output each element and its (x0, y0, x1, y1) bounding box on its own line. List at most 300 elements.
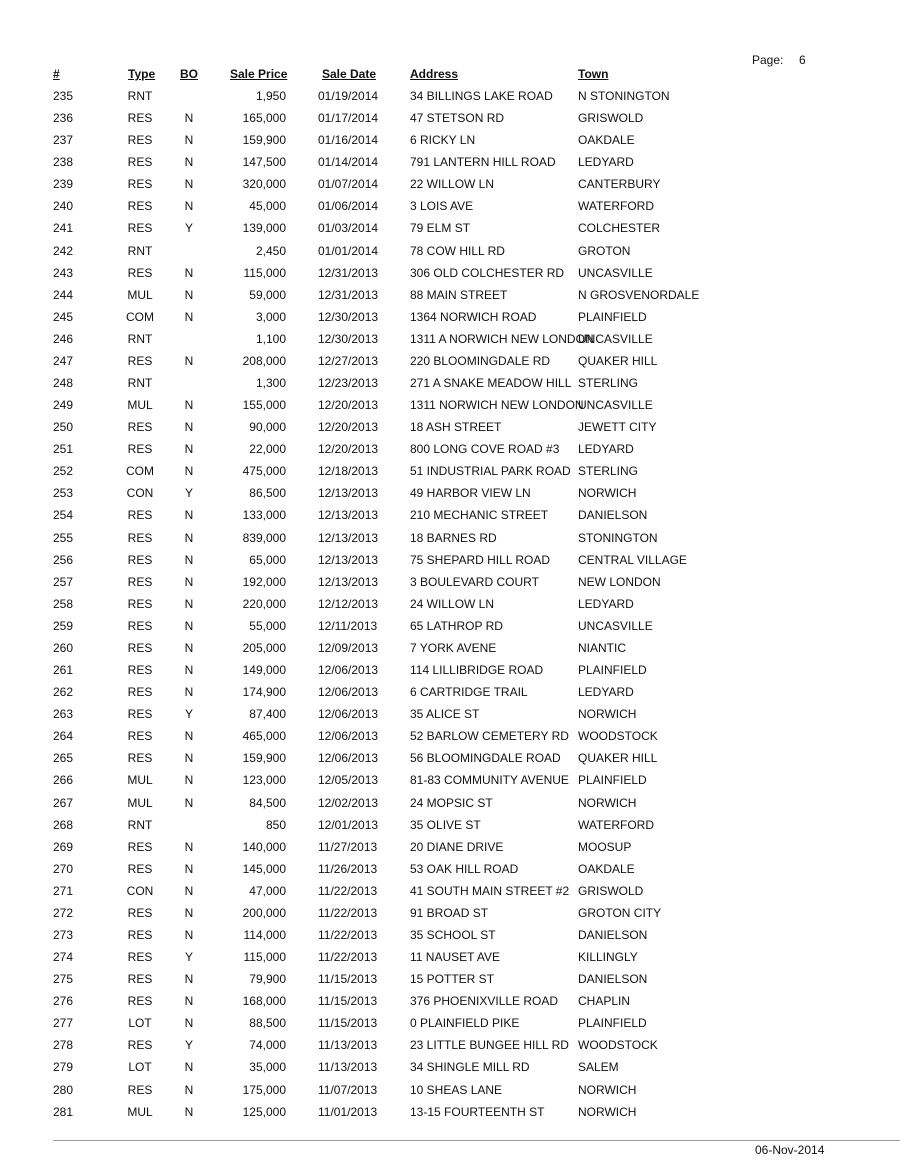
cell-address: 75 SHEPARD HILL ROAD (410, 552, 551, 567)
cell-bo: N (184, 155, 194, 170)
column-header-sale-price: Sale Price (230, 67, 288, 81)
cell-sale-price: 115,000 (243, 265, 286, 280)
cell-type: RES (127, 530, 153, 545)
cell-town: PLAINFIELD (578, 1016, 647, 1031)
cell-number: 241 (53, 221, 74, 236)
cell-sale-date: 12/20/2013 (318, 398, 379, 413)
cell-number: 268 (53, 817, 74, 832)
cell-address: 53 OAK HILL ROAD (410, 861, 519, 876)
cell-bo: Y (184, 1038, 193, 1053)
table-row (0, 262, 900, 284)
cell-address: 220 BLOOMINGDALE RD (410, 353, 551, 368)
cell-sale-date: 11/07/2013 (318, 1082, 378, 1097)
cell-address: 376 PHOENIXVILLE ROAD (410, 994, 559, 1009)
cell-sale-price: 165,000 (242, 111, 286, 126)
cell-sale-date: 11/01/2013 (318, 1104, 378, 1119)
cell-sale-date: 11/22/2013 (318, 905, 378, 920)
cell-town: N GROSVENORDALE (578, 287, 700, 302)
table-row (0, 482, 900, 504)
table-row (0, 571, 900, 593)
cell-number: 261 (53, 663, 74, 678)
cell-sale-date: 12/20/2013 (318, 420, 379, 435)
cell-sale-date: 12/13/2013 (318, 530, 379, 545)
cell-bo: N (184, 972, 194, 987)
column-header-bo: BO (180, 67, 198, 81)
cell-address: 15 POTTER ST (410, 972, 495, 987)
cell-bo: N (184, 861, 194, 876)
table-row (0, 460, 900, 482)
cell-town: MOOSUP (578, 839, 632, 854)
cell-sale-price: 145,000 (242, 861, 286, 876)
table-row (0, 549, 900, 571)
cell-sale-date: 12/13/2013 (318, 508, 379, 523)
table-row (0, 858, 900, 880)
cell-sale-date: 11/13/2013 (318, 1038, 378, 1053)
cell-bo: N (184, 640, 194, 655)
cell-number: 275 (53, 972, 74, 987)
cell-town: OAKDALE (578, 861, 635, 876)
cell-sale-date: 01/17/2014 (318, 111, 379, 126)
table-row (0, 814, 900, 836)
table-row (0, 504, 900, 526)
column-header-number: # (53, 67, 60, 81)
cell-number: 273 (53, 927, 74, 942)
cell-town: DANIELSON (578, 508, 648, 523)
cell-sale-price: 140,000 (242, 839, 286, 854)
cell-town: STERLING (578, 376, 639, 391)
cell-sale-price: 133,000 (242, 508, 286, 523)
table-row (0, 946, 900, 968)
cell-number: 236 (53, 111, 74, 126)
cell-sale-price: 465,000 (242, 729, 286, 744)
table-row (0, 328, 900, 350)
cell-address: 210 MECHANIC STREET (410, 508, 549, 523)
cell-type: RES (127, 1082, 153, 1097)
cell-number: 280 (53, 1082, 74, 1097)
table-row (0, 1056, 900, 1078)
cell-address: 34 SHINGLE MILL RD (410, 1060, 530, 1075)
cell-address: 3 LOIS AVE (410, 199, 474, 214)
cell-type: MUL (127, 795, 153, 810)
cell-sale-date: 12/13/2013 (318, 552, 379, 567)
cell-town: QUAKER HILL (578, 353, 658, 368)
cell-number: 255 (53, 530, 74, 545)
cell-sale-price: 86,500 (249, 486, 286, 501)
cell-sale-price: 123,000 (242, 773, 286, 788)
cell-type: LOT (128, 1016, 152, 1031)
footer-date: 06-Nov-2014 (755, 1143, 825, 1157)
cell-town: WATERFORD (578, 199, 654, 214)
cell-bo: Y (184, 950, 193, 965)
column-header-type: Type (128, 67, 156, 81)
cell-sale-price: 79,900 (249, 972, 286, 987)
table-row (0, 990, 900, 1012)
cell-type: RES (127, 199, 153, 214)
cell-town: WATERFORD (578, 817, 654, 832)
cell-type: RES (127, 839, 153, 854)
table-row (0, 151, 900, 173)
cell-address: 800 LONG COVE ROAD #3 (410, 442, 560, 457)
cell-number: 238 (53, 155, 74, 170)
table-row (0, 394, 900, 416)
table-row (0, 306, 900, 328)
cell-address: 0 PLAINFIELD PIKE (410, 1016, 520, 1031)
table-row (0, 217, 900, 239)
cell-number: 265 (53, 751, 74, 766)
cell-sale-date: 11/26/2013 (318, 861, 378, 876)
table-row (0, 284, 900, 306)
cell-sale-price: 74,000 (249, 1038, 286, 1053)
cell-address: 52 BARLOW CEMETERY RD (410, 729, 569, 744)
cell-sale-price: 22,000 (249, 442, 286, 457)
cell-town: NORWICH (578, 1082, 637, 1097)
cell-bo: N (184, 574, 194, 589)
cell-type: RNT (127, 243, 153, 258)
cell-number: 263 (53, 707, 74, 722)
cell-sale-price: 149,000 (242, 663, 286, 678)
cell-address: 1364 NORWICH ROAD (410, 309, 537, 324)
cell-town: KILLINGLY (578, 950, 638, 965)
cell-address: 24 MOPSIC ST (410, 795, 493, 810)
cell-type: MUL (127, 1104, 153, 1119)
cell-town: JEWETT CITY (578, 420, 657, 435)
cell-type: CON (126, 486, 154, 501)
cell-town: GROTON CITY (578, 905, 662, 920)
cell-sale-date: 12/13/2013 (318, 486, 379, 501)
cell-address: 1311 A NORWICH NEW LONDON (410, 331, 594, 346)
cell-type: RNT (127, 817, 153, 832)
cell-town: WOODSTOCK (578, 729, 658, 744)
cell-type: MUL (127, 773, 153, 788)
cell-type: RNT (127, 331, 153, 346)
cell-bo: N (184, 530, 194, 545)
table-row (0, 1101, 900, 1123)
cell-sale-date: 11/15/2013 (318, 1016, 378, 1031)
cell-type: RES (127, 111, 153, 126)
cell-number: 258 (53, 596, 74, 611)
cell-sale-price: 192,000 (242, 574, 286, 589)
cell-number: 272 (53, 905, 74, 920)
cell-number: 276 (53, 994, 74, 1009)
cell-address: 91 BROAD ST (410, 905, 489, 920)
cell-sale-price: 88,500 (249, 1016, 286, 1031)
cell-town: GRISWOLD (578, 111, 644, 126)
cell-type: RES (127, 618, 153, 633)
cell-bo: N (184, 685, 194, 700)
table-row (0, 107, 900, 129)
cell-type: RES (127, 640, 153, 655)
cell-number: 253 (53, 486, 74, 501)
cell-town: QUAKER HILL (578, 751, 658, 766)
cell-sale-price: 55,000 (249, 618, 286, 633)
cell-town: PLAINFIELD (578, 773, 647, 788)
cell-bo: N (184, 177, 194, 192)
table-row (0, 615, 900, 637)
table-row (0, 637, 900, 659)
cell-sale-date: 12/05/2013 (318, 773, 379, 788)
cell-town: UNCASVILLE (578, 331, 653, 346)
table-row (0, 769, 900, 791)
cell-sale-price: 35,000 (249, 1060, 286, 1075)
cell-town: LEDYARD (578, 155, 634, 170)
cell-sale-price: 65,000 (249, 552, 286, 567)
cell-address: 13-15 FOURTEENTH ST (410, 1104, 545, 1119)
cell-bo: N (184, 839, 194, 854)
cell-sale-price: 139,000 (242, 221, 286, 236)
cell-address: 35 OLIVE ST (410, 817, 481, 832)
cell-sale-date: 12/01/2013 (318, 817, 379, 832)
cell-bo: N (184, 111, 194, 126)
cell-sale-price: 114,000 (243, 927, 286, 942)
cell-number: 245 (53, 309, 74, 324)
cell-number: 266 (53, 773, 74, 788)
footer-divider (53, 1140, 900, 1141)
cell-number: 269 (53, 839, 74, 854)
table-header (0, 67, 900, 83)
cell-type: RES (127, 927, 153, 942)
cell-type: RES (127, 508, 153, 523)
cell-sale-date: 12/31/2013 (318, 287, 379, 302)
cell-type: CON (126, 883, 154, 898)
cell-sale-price: 850 (265, 817, 286, 832)
page-label: Page: (752, 53, 784, 67)
cell-sale-date: 12/23/2013 (318, 376, 379, 391)
cell-sale-price: 47,000 (249, 883, 286, 898)
cell-sale-date: 12/13/2013 (318, 574, 379, 589)
cell-sale-date: 12/06/2013 (318, 685, 379, 700)
cell-type: RES (127, 707, 153, 722)
cell-sale-date: 12/12/2013 (318, 596, 379, 611)
cell-type: RES (127, 596, 153, 611)
cell-sale-date: 11/15/2013 (318, 994, 378, 1009)
cell-sale-date: 12/06/2013 (318, 729, 379, 744)
cell-sale-date: 12/30/2013 (318, 309, 379, 324)
table-row (0, 527, 900, 549)
cell-number: 260 (53, 640, 74, 655)
cell-town: GRISWOLD (578, 883, 644, 898)
cell-sale-price: 87,400 (249, 707, 286, 722)
table-row (0, 880, 900, 902)
cell-address: 10 SHEAS LANE (410, 1082, 503, 1097)
cell-number: 240 (53, 199, 74, 214)
cell-bo: N (184, 552, 194, 567)
cell-town: CENTRAL VILLAGE (578, 552, 687, 567)
cell-type: RES (127, 221, 153, 236)
cell-number: 249 (53, 398, 74, 413)
cell-address: 18 BARNES RD (410, 530, 497, 545)
cell-number: 281 (53, 1104, 74, 1119)
cell-address: 22 WILLOW LN (410, 177, 495, 192)
cell-type: RES (127, 155, 153, 170)
cell-number: 235 (53, 89, 74, 103)
cell-sale-price: 475,000 (242, 464, 286, 479)
cell-type: RES (127, 663, 153, 678)
cell-town: GROTON (578, 243, 631, 258)
table-row (0, 129, 900, 151)
cell-sale-date: 01/06/2014 (318, 199, 379, 214)
cell-number: 254 (53, 508, 74, 523)
cell-bo: N (184, 751, 194, 766)
cell-town: UNCASVILLE (578, 618, 653, 633)
table-row (0, 703, 900, 725)
cell-type: RES (127, 133, 153, 148)
cell-number: 242 (53, 243, 74, 258)
cell-type: RES (127, 574, 153, 589)
column-header-sale-date: Sale Date (322, 67, 377, 81)
cell-address: 20 DIANE DRIVE (410, 839, 504, 854)
table-row (0, 725, 900, 747)
cell-town: LEDYARD (578, 442, 634, 457)
cell-number: 244 (53, 287, 74, 302)
cell-type: RES (127, 950, 153, 965)
cell-town: CHAPLIN (578, 994, 631, 1009)
table-row (0, 593, 900, 615)
table-row (0, 195, 900, 217)
table-row (0, 416, 900, 438)
table-row (0, 350, 900, 372)
cell-sale-date: 12/06/2013 (318, 663, 379, 678)
cell-sale-price: 159,900 (242, 133, 286, 148)
cell-town: N STONINGTON (578, 89, 670, 103)
cell-sale-price: 1,300 (255, 376, 286, 391)
cell-number: 246 (53, 331, 74, 346)
table-row (0, 85, 900, 107)
cell-sale-price: 84,500 (249, 795, 286, 810)
cell-bo: Y (184, 707, 193, 722)
cell-number: 277 (53, 1016, 74, 1031)
table-row (0, 1079, 900, 1101)
cell-town: STONINGTON (578, 530, 658, 545)
cell-address: 35 ALICE ST (410, 707, 480, 722)
cell-sale-price: 200,000 (242, 905, 286, 920)
cell-type: RES (127, 177, 153, 192)
cell-sale-date: 01/19/2014 (318, 89, 379, 103)
cell-town: NORWICH (578, 795, 637, 810)
cell-bo: N (184, 1082, 194, 1097)
cell-type: LOT (128, 1060, 152, 1075)
cell-bo: N (184, 883, 194, 898)
cell-bo: N (184, 265, 194, 280)
cell-sale-price: 59,000 (249, 287, 286, 302)
cell-sale-date: 12/27/2013 (318, 353, 379, 368)
cell-type: RES (127, 729, 153, 744)
cell-sale-price: 1,950 (255, 89, 286, 103)
cell-bo: N (184, 508, 194, 523)
cell-address: 47 STETSON RD (410, 111, 505, 126)
cell-sale-date: 01/01/2014 (318, 243, 379, 258)
cell-bo: N (184, 398, 194, 413)
cell-address: 306 OLD COLCHESTER RD (410, 265, 565, 280)
cell-sale-price: 45,000 (249, 199, 286, 214)
cell-sale-date: 11/15/2013 (318, 972, 378, 987)
cell-number: 271 (53, 883, 74, 898)
cell-sale-price: 3,000 (255, 309, 286, 324)
cell-sale-price: 2,450 (255, 243, 286, 258)
cell-sale-price: 839,000 (242, 530, 286, 545)
cell-address: 56 BLOOMINGDALE ROAD (410, 751, 561, 766)
cell-sale-price: 205,000 (242, 640, 286, 655)
cell-sale-date: 11/13/2013 (318, 1060, 378, 1075)
cell-number: 243 (53, 265, 74, 280)
cell-type: RES (127, 972, 153, 987)
column-header-town: Town (578, 67, 609, 81)
cell-bo: N (184, 773, 194, 788)
cell-address: 11 NAUSET AVE (410, 950, 501, 965)
cell-sale-date: 12/11/2013 (318, 618, 378, 633)
cell-number: 279 (53, 1060, 74, 1075)
cell-type: RES (127, 861, 153, 876)
cell-sale-date: 12/31/2013 (318, 265, 379, 280)
cell-sale-price: 147,500 (242, 155, 286, 170)
cell-bo: N (184, 353, 194, 368)
cell-bo: Y (184, 221, 193, 236)
cell-type: RES (127, 265, 153, 280)
cell-sale-price: 125,000 (242, 1104, 286, 1119)
cell-address: 6 RICKY LN (410, 133, 476, 148)
cell-address: 3 BOULEVARD COURT (410, 574, 539, 589)
cell-town: NIANTIC (578, 640, 626, 655)
cell-address: 1311 NORWICH NEW LONDON (410, 398, 584, 413)
cell-town: LEDYARD (578, 596, 634, 611)
cell-address: 65 LATHROP RD (410, 618, 503, 633)
cell-address: 791 LANTERN HILL ROAD (410, 155, 556, 170)
cell-address: 35 SCHOOL ST (410, 927, 496, 942)
cell-number: 274 (53, 950, 74, 965)
cell-town: NORWICH (578, 486, 637, 501)
cell-address: 114 LILLIBRIDGE ROAD (410, 663, 544, 678)
table-row (0, 1012, 900, 1034)
cell-sale-date: 01/03/2014 (318, 221, 379, 236)
column-header-address: Address (410, 67, 459, 81)
cell-number: 259 (53, 618, 74, 633)
cell-type: RES (127, 420, 153, 435)
cell-type: RES (127, 685, 153, 700)
cell-sale-price: 175,000 (242, 1082, 286, 1097)
cell-number: 247 (53, 353, 74, 368)
cell-town: NORWICH (578, 1104, 637, 1119)
table-row (0, 438, 900, 460)
cell-address: 78 COW HILL RD (410, 243, 505, 258)
cell-sale-price: 220,000 (242, 596, 286, 611)
cell-type: MUL (127, 287, 153, 302)
cell-type: RES (127, 552, 153, 567)
cell-address: 51 INDUSTRIAL PARK ROAD (410, 464, 571, 479)
cell-type: COM (126, 309, 154, 324)
cell-town: PLAINFIELD (578, 663, 647, 678)
cell-sale-date: 12/06/2013 (318, 751, 379, 766)
cell-sale-date: 01/16/2014 (318, 133, 379, 148)
cell-number: 267 (53, 795, 74, 810)
cell-sale-date: 12/18/2013 (318, 464, 379, 479)
cell-town: UNCASVILLE (578, 265, 653, 280)
table-row (0, 836, 900, 858)
cell-town: DANIELSON (578, 927, 648, 942)
cell-bo: N (184, 596, 194, 611)
cell-sale-date: 12/06/2013 (318, 707, 379, 722)
table-row (0, 240, 900, 262)
cell-town: PLAINFIELD (578, 309, 647, 324)
cell-sale-date: 11/27/2013 (318, 839, 378, 854)
cell-type: RES (127, 994, 153, 1009)
cell-type: RES (127, 905, 153, 920)
cell-type: RES (127, 1038, 153, 1053)
cell-bo: N (184, 618, 194, 633)
cell-sale-date: 11/22/2013 (318, 950, 378, 965)
cell-town: COLCHESTER (578, 221, 661, 236)
cell-sale-date: 11/22/2013 (318, 883, 378, 898)
cell-bo: N (184, 994, 194, 1009)
page-number: 6 (799, 53, 806, 67)
